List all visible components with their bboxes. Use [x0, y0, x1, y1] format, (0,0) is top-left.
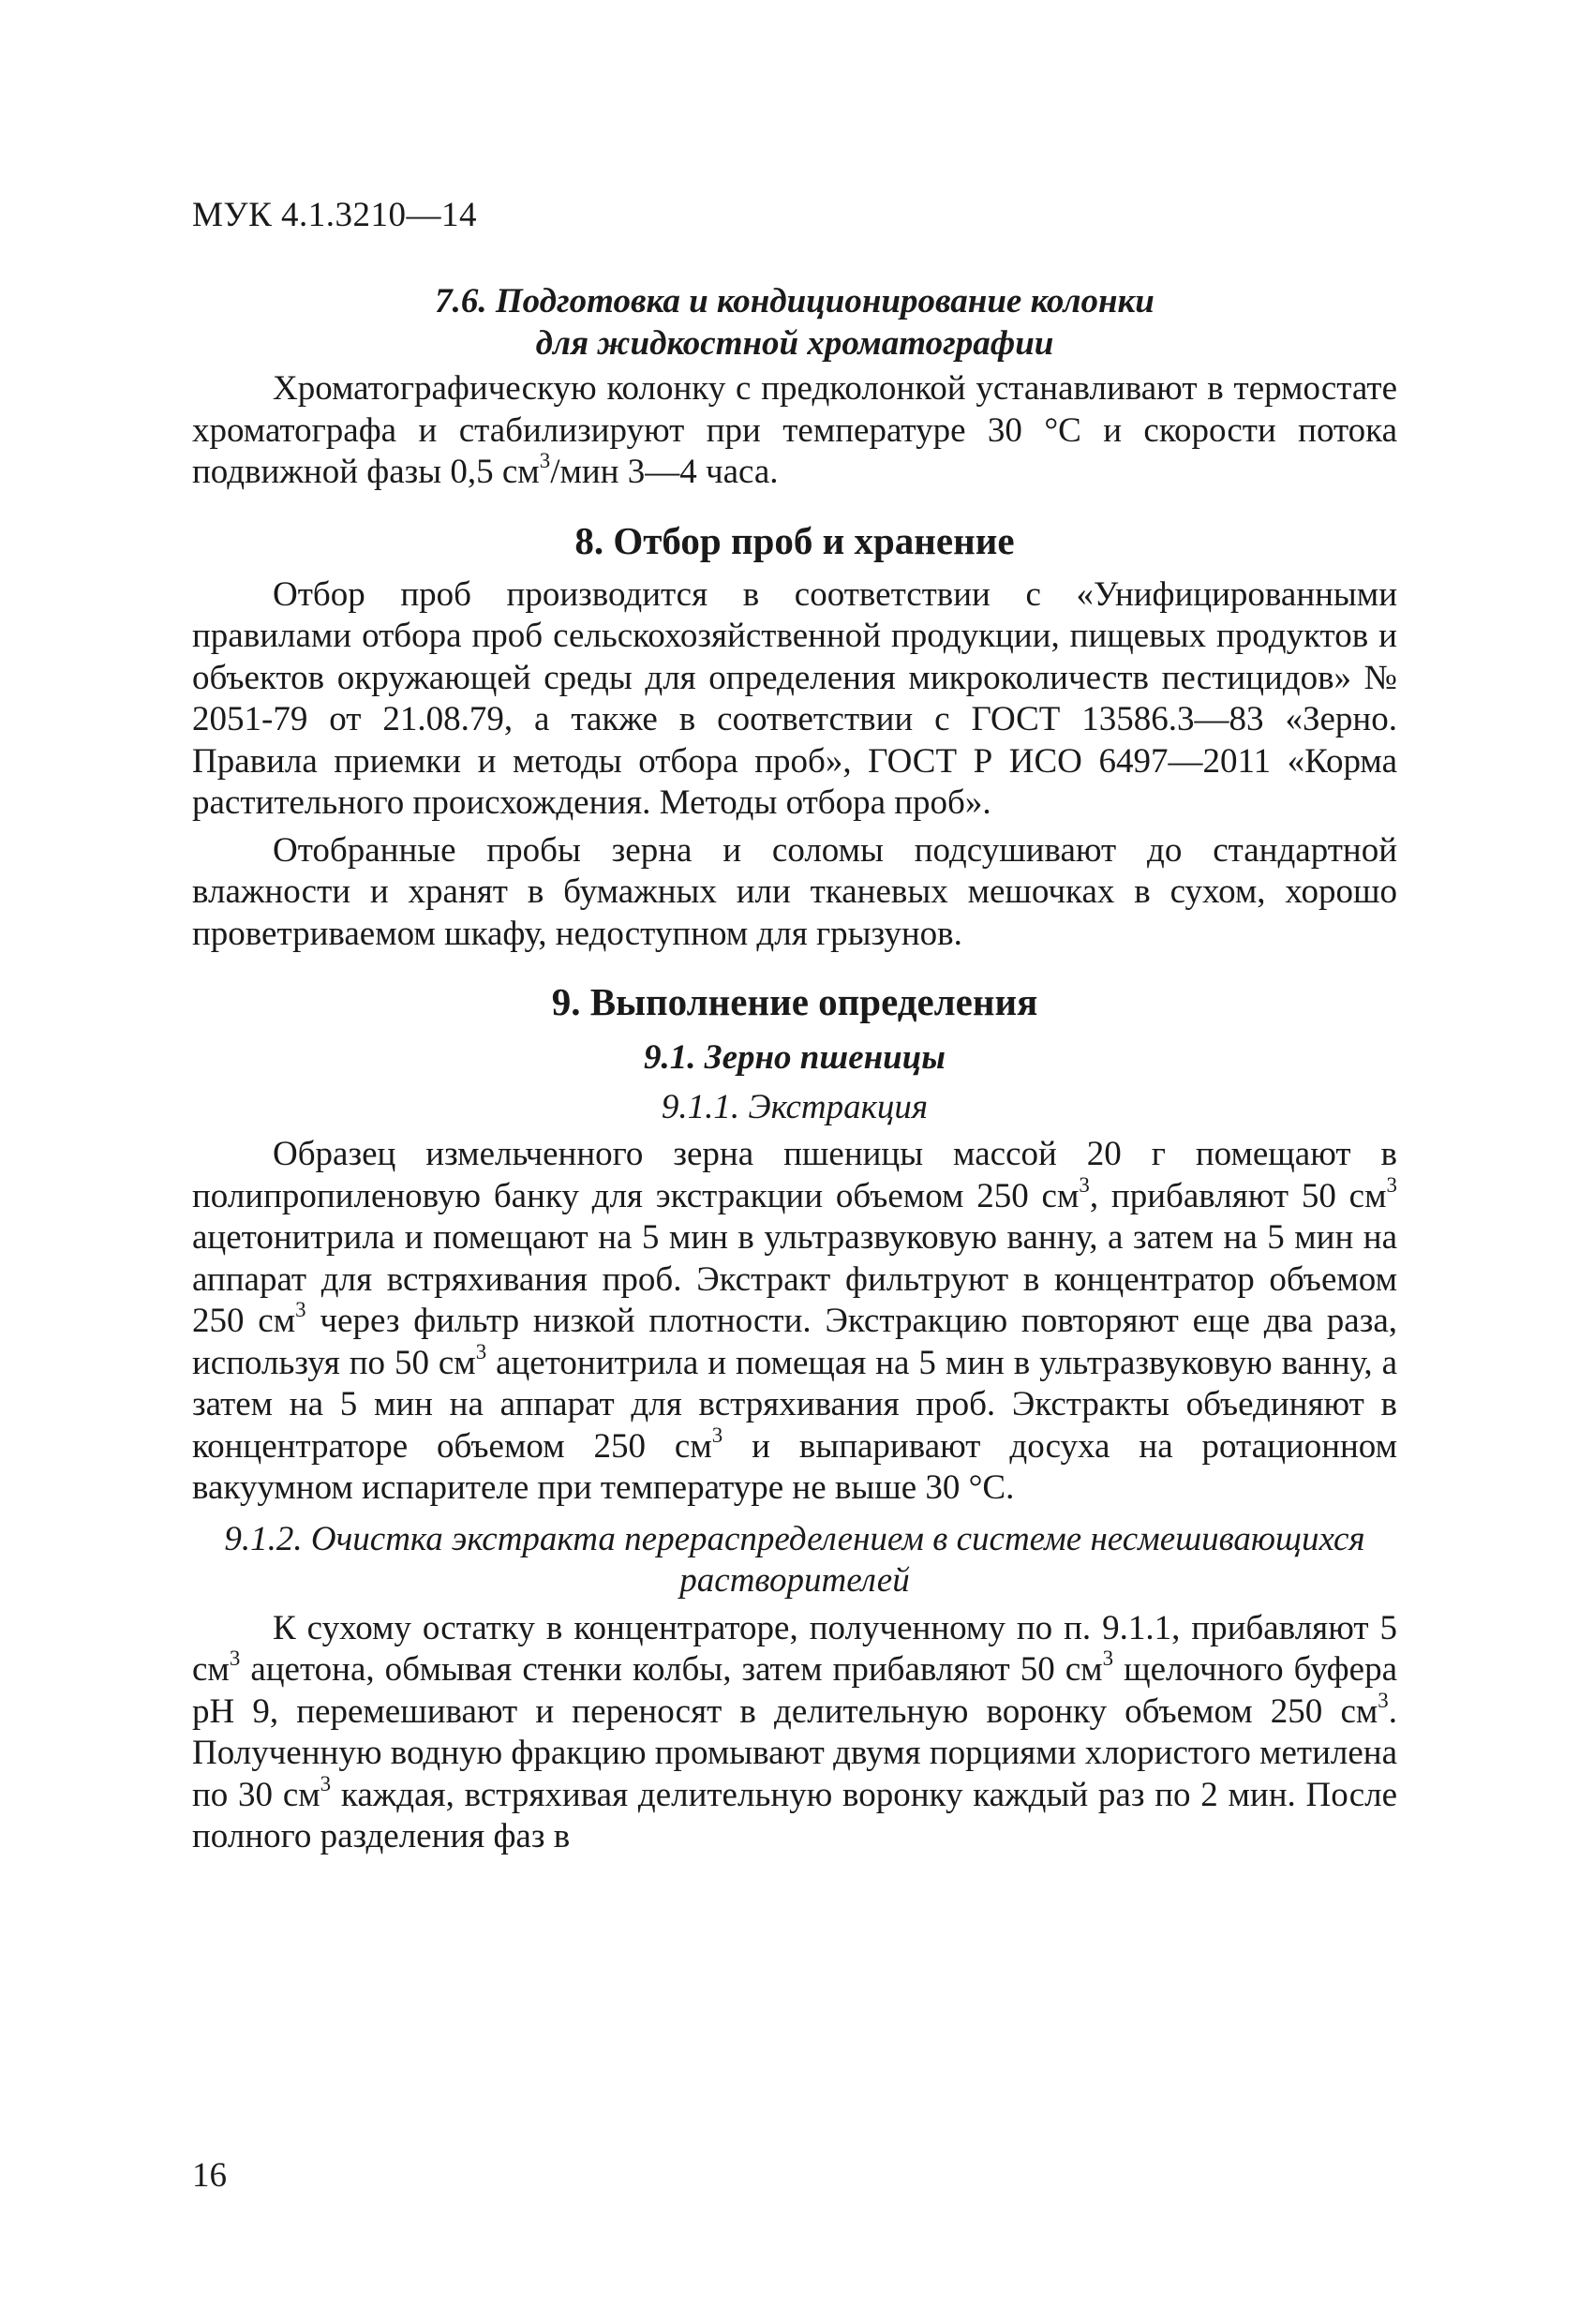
subsection-heading-7-6-line2: для жидкостной хроматографии: [535, 323, 1054, 363]
paragraph-9-1-1: Образец измельченного зерна пшеницы массой 20 г помещают в полипропиленовую банку для экстракции объемом 250 $см^3$, прибавляют 50 $см^3$ ацетонитрила и помещают на 5 мин в ультразвуковую ванну, а затем на 5 мин на аппарат для встряхивания проб. Экстракт фильтруют в концентратор объемом 250 $см^3$ через фильтр низкой плотности. Экстракцию повторяют еще два раза, используя по 50 $см^3$ ацетонитрила и помещая на 5 мин в ультразвуковую ванну, а затем на 5 мин на аппарат для встряхивания проб. Экстракты объединяют в концентраторе объемом 250 $см^3$ и выпаривают досуха на ротационном вакуумном испарителе при температуре не выше 30 °С.: [192, 1135, 1398, 1507]
page-number: 16: [192, 2156, 227, 2195]
section-heading-8: 8. Отбор проб и хранение: [574, 518, 1015, 562]
subsection-heading-9-1: 9.1. Зерно пшеницы: [644, 1038, 946, 1077]
item-heading-9-1-1: 9.1.1. Экстракция: [661, 1087, 929, 1126]
paragraph-8-1: Отбор проб производится в соответствии с «Унифицированными правилами отбора проб сельскохозяйственной продукции, пищевых продуктов и объектов окружающей среды для определения микроколичеств пестицидов» № 2051-79 от 21.08.79, а также в соответствии с ГОСТ 13586.3—83 «Зерно. Правила приемки и методы отбора проб», ГОСТ Р ИСО 6497—2011 «Корма растительного происхождения. Методы отбора проб».: [192, 574, 1397, 822]
paragraph-8-2: Отобранные пробы зерна и соломы подсушивают до стандартной влажности и хранят в бумажных или тканевых мешочках в сухом, хорошо проветриваемом шкафу, недоступном для грызунов.: [192, 830, 1397, 953]
paragraph-9-1-2: К сухому остатку в концентраторе, полученному по п. 9.1.1, прибавляют 5 $см^3$ ацетона, обмывая стенки колбы, затем прибавляют 50 $см^3$ щелочного буфера рН 9, перемешивают и переносят в делительную воронку объемом 250 $см^3$. Полученную водную фракцию промывают двумя порциями хлористого метилена по 30 $см^3$ каждая, встряхивая делительную воронку каждый раз по 2 мин. После полного разделения фаз в: [192, 1608, 1398, 1855]
section-heading-9: 9. Выполнение определения: [551, 980, 1038, 1023]
paragraph-7-6: Хроматографическую колонку с предколонкой устанавливают в термостате хроматографа и стабилизируют при температуре 30 °С и скорости потока подвижной фазы 0,5 $см^3$/мин 3—4 часа.: [192, 369, 1397, 491]
page-content: [192, 281, 1397, 1864]
document-code: МУК 4.1.3210—14: [192, 196, 478, 234]
subsection-heading-7-6-line1: 7.6. Подготовка и кондиционирование колонки: [435, 282, 1155, 320]
item-heading-9-1-2: 9.1.2. Очистка экстракта перераспределением в системе несмешивающихся растворителей: [224, 1519, 1365, 1600]
